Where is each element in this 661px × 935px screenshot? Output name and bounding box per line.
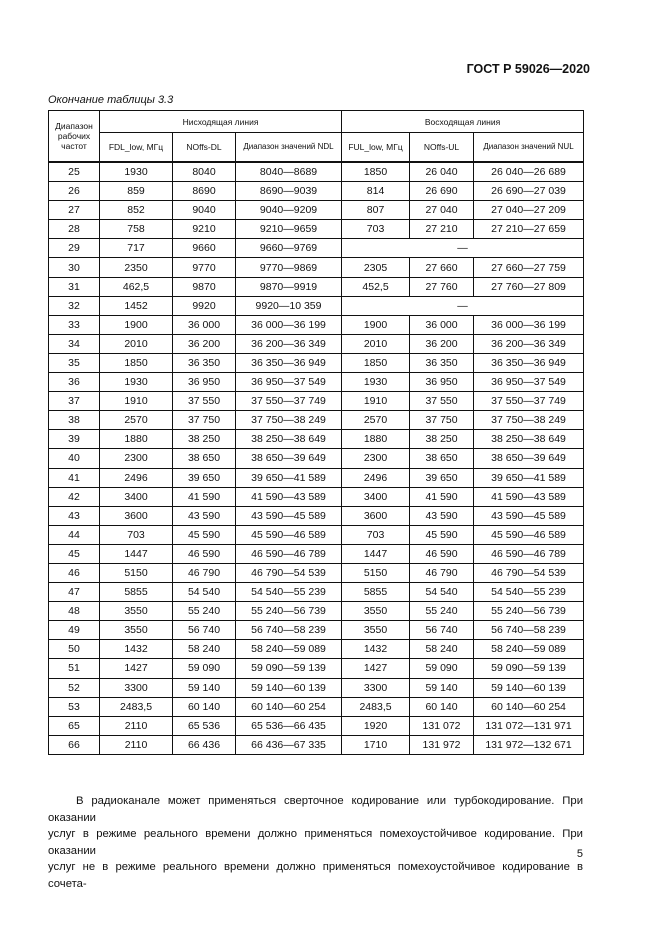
table-cell: 47	[49, 583, 100, 602]
table-cell: 9040	[173, 201, 236, 220]
table-row	[49, 563, 584, 582]
table-cell: 59 140—60 139	[236, 678, 342, 697]
table-row	[49, 334, 584, 353]
table-cell: 33	[49, 315, 100, 334]
table-cell: 26	[49, 182, 100, 201]
header-downlink: Нисходящая линия	[100, 111, 342, 133]
table-row	[49, 315, 584, 334]
table-cell: 38	[49, 411, 100, 430]
table-cell: 59 140	[410, 678, 474, 697]
table-row	[49, 373, 584, 392]
table-cell: 26 690—27 039	[474, 182, 584, 201]
table-cell: 703	[342, 220, 410, 239]
table-cell: 5855	[100, 583, 173, 602]
table-cell: 43 590—45 589	[474, 506, 584, 525]
table-cell: 38 250	[410, 430, 474, 449]
table-cell: 38 650	[173, 449, 236, 468]
table-cell: 54 540—55 239	[236, 583, 342, 602]
table-cell: 27	[49, 201, 100, 220]
table-cell: 58 240—59 089	[474, 640, 584, 659]
table-cell: 45 590	[410, 525, 474, 544]
table-cell: 1920	[342, 716, 410, 735]
table-cell: 3550	[342, 602, 410, 621]
table-cell: 55 240—56 739	[474, 602, 584, 621]
table-cell: 66	[49, 735, 100, 754]
table-cell: 53	[49, 697, 100, 716]
table-cell: 703	[342, 525, 410, 544]
table-cell: 9040—9209	[236, 201, 342, 220]
table-cell: 46 590—46 789	[474, 544, 584, 563]
table-cell: 43 590	[410, 506, 474, 525]
table-cell: 1930	[100, 373, 173, 392]
table-cell: 37 550—37 749	[474, 392, 584, 411]
table-cell: 9210	[173, 220, 236, 239]
body-paragraph	[48, 793, 583, 892]
table-cell: 8690—9039	[236, 182, 342, 201]
paragraph-line: В радиоканале может применяться сверточное кодирование или турбокодирование. При оказании	[48, 795, 583, 824]
table-cell: 3600	[100, 506, 173, 525]
table-cell: 41 590	[173, 487, 236, 506]
table-cell: 5150	[100, 563, 173, 582]
table-row	[49, 506, 584, 525]
header-noffs-dl: NOffs-DL	[173, 133, 236, 163]
table-cell: 65	[49, 716, 100, 735]
table-cell: 55 240—56 739	[236, 602, 342, 621]
table-cell: 2496	[100, 468, 173, 487]
table-cell: 9920	[173, 296, 236, 315]
table-cell: 28	[49, 220, 100, 239]
table-cell: 46	[49, 563, 100, 582]
table-cell: 27 040	[410, 201, 474, 220]
table-cell: 1910	[100, 392, 173, 411]
header-nul-range: Диапазон значений NUL	[474, 133, 584, 163]
table-cell: 46 790—54 539	[474, 563, 584, 582]
table-cell: 1447	[342, 544, 410, 563]
table-cell: 59 090	[173, 659, 236, 678]
table-cell: 46 790	[410, 563, 474, 582]
table-cell: 58 240	[173, 640, 236, 659]
table-cell: 60 140—60 254	[236, 697, 342, 716]
table-row	[49, 353, 584, 372]
table-cell: 59 140—60 139	[474, 678, 584, 697]
table-row	[49, 182, 584, 201]
table-cell: 56 740—58 239	[474, 621, 584, 640]
header-uplink: Восходящая линия	[342, 111, 584, 133]
table-cell: 58 240	[410, 640, 474, 659]
table-cell: 1452	[100, 296, 173, 315]
table-cell: 9770—9869	[236, 258, 342, 277]
table-cell: 1427	[100, 659, 173, 678]
table-cell: 1900	[342, 315, 410, 334]
table-cell: 31	[49, 277, 100, 296]
table-cell: 39	[49, 430, 100, 449]
table-row	[49, 430, 584, 449]
document-header: ГОСТ Р 59026—2020	[466, 62, 590, 76]
table-cell: 51	[49, 659, 100, 678]
header-ndl-range: Диапазон значений NDL	[236, 133, 342, 163]
table-cell: 2305	[342, 258, 410, 277]
table-cell: 1850	[342, 353, 410, 372]
table-cell: 65 536	[173, 716, 236, 735]
table-row	[49, 602, 584, 621]
table-cell: 52	[49, 678, 100, 697]
table-cell: 2483,5	[342, 697, 410, 716]
table-row	[49, 220, 584, 239]
table-cell: 60 140—60 254	[474, 697, 584, 716]
table-cell: 39 650	[173, 468, 236, 487]
table-row	[49, 678, 584, 697]
table-cell: 1930	[100, 162, 173, 182]
table-cell: 5855	[342, 583, 410, 602]
table-body	[49, 162, 584, 754]
table-cell: —	[342, 296, 584, 315]
table-cell: 54 540—55 239	[474, 583, 584, 602]
table-row	[49, 716, 584, 735]
table-cell: 48	[49, 602, 100, 621]
table-cell: 41 590	[410, 487, 474, 506]
table-cell: 26 040—26 689	[474, 162, 584, 182]
table-cell: 56 740	[410, 621, 474, 640]
table-cell: 38 650—39 649	[236, 449, 342, 468]
table-cell: 39 650—41 589	[474, 468, 584, 487]
table-cell: 37	[49, 392, 100, 411]
table-cell: 27 040—27 209	[474, 201, 584, 220]
table-cell: 49	[49, 621, 100, 640]
table-cell: 807	[342, 201, 410, 220]
table-cell: 462,5	[100, 277, 173, 296]
table-cell: 45 590—46 589	[236, 525, 342, 544]
table-row	[49, 201, 584, 220]
table-cell: 3600	[342, 506, 410, 525]
table-cell: 36 200	[173, 334, 236, 353]
table-cell: 36 200—36 349	[474, 334, 584, 353]
table-cell: 43 590—45 589	[236, 506, 342, 525]
table-cell: 9870	[173, 277, 236, 296]
table-cell: 45 590—46 589	[474, 525, 584, 544]
table-cell: 29	[49, 239, 100, 258]
table-cell: 1900	[100, 315, 173, 334]
table-cell: 38 250	[173, 430, 236, 449]
table-cell: 37 750—38 249	[236, 411, 342, 430]
table-cell: 9770	[173, 258, 236, 277]
header-ful-low: FUL_low, МГц	[342, 133, 410, 163]
table-cell: 36 950	[173, 373, 236, 392]
table-cell: 46 590	[410, 544, 474, 563]
table-cell: 9660—9769	[236, 239, 342, 258]
table-cell: 39 650	[410, 468, 474, 487]
table-row	[49, 525, 584, 544]
table-cell: 27 760—27 809	[474, 277, 584, 296]
table-cell: 3400	[100, 487, 173, 506]
table-cell: 46 790	[173, 563, 236, 582]
table-cell: 1880	[342, 430, 410, 449]
table-cell: 36 200	[410, 334, 474, 353]
table-cell: 852	[100, 201, 173, 220]
table-cell: 45 590	[173, 525, 236, 544]
table-cell: 42	[49, 487, 100, 506]
table-cell: 3400	[342, 487, 410, 506]
paragraph-line: услуг в режиме реального времени должно применяться помехоустойчивое кодирование. При оказании	[48, 828, 583, 857]
table-cell: 59 140	[173, 678, 236, 697]
table-cell: 2300	[100, 449, 173, 468]
table-cell: 37 750—38 249	[474, 411, 584, 430]
table-cell: 2570	[100, 411, 173, 430]
table-cell: 27 760	[410, 277, 474, 296]
table-cell: 452,5	[342, 277, 410, 296]
table-cell: 1930	[342, 373, 410, 392]
table-row	[49, 392, 584, 411]
table-cell: 46 590	[173, 544, 236, 563]
table-cell: 8040	[173, 162, 236, 182]
table-cell: 37 750	[173, 411, 236, 430]
table-cell: 1910	[342, 392, 410, 411]
table-cell: 131 972	[410, 735, 474, 754]
table-cell: 1710	[342, 735, 410, 754]
table-cell: 717	[100, 239, 173, 258]
table-cell: 758	[100, 220, 173, 239]
table-cell: 56 740—58 239	[236, 621, 342, 640]
table-row	[49, 239, 584, 258]
table-cell: 32	[49, 296, 100, 315]
table-cell: 40	[49, 449, 100, 468]
table-cell: 46 590—46 789	[236, 544, 342, 563]
header-band: Диапазон рабочих частот	[49, 111, 100, 163]
table-cell: 46 790—54 539	[236, 563, 342, 582]
table-row	[49, 468, 584, 487]
table-cell: 37 750	[410, 411, 474, 430]
table-cell: 9920—10 359	[236, 296, 342, 315]
table-cell: 36 000	[173, 315, 236, 334]
table-header	[49, 111, 584, 163]
table-cell: 1432	[342, 640, 410, 659]
header-noffs-ul: NOffs-UL	[410, 133, 474, 163]
table-cell: 59 090	[410, 659, 474, 678]
table-cell: —	[342, 239, 584, 258]
table-cell: 58 240—59 089	[236, 640, 342, 659]
frequency-bands-table	[48, 110, 584, 755]
table-cell: 131 072	[410, 716, 474, 735]
table-cell: 25	[49, 162, 100, 182]
table-cell: 37 550—37 749	[236, 392, 342, 411]
table-row	[49, 296, 584, 315]
table-cell: 36 350—36 949	[474, 353, 584, 372]
header-fdl-low: FDL_low, МГц	[100, 133, 173, 163]
table-cell: 55 240	[173, 602, 236, 621]
table-row	[49, 735, 584, 754]
table-cell: 1850	[100, 353, 173, 372]
table-cell: 26 040	[410, 162, 474, 182]
table-cell: 859	[100, 182, 173, 201]
table-caption: Окончание таблицы 3.3	[48, 94, 174, 106]
table-row	[49, 640, 584, 659]
table-cell: 65 536—66 435	[236, 716, 342, 735]
table-cell: 9660	[173, 239, 236, 258]
table-cell: 3300	[342, 678, 410, 697]
table-cell: 703	[100, 525, 173, 544]
table-cell: 131 972—132 671	[474, 735, 584, 754]
table-cell: 38 650—39 649	[474, 449, 584, 468]
table-cell: 3550	[100, 602, 173, 621]
table-cell: 50	[49, 640, 100, 659]
table-cell: 2010	[100, 334, 173, 353]
table-cell: 36 000—36 199	[236, 315, 342, 334]
table-row	[49, 487, 584, 506]
table-cell: 36 350	[173, 353, 236, 372]
table-cell: 2010	[342, 334, 410, 353]
table-cell: 59 090—59 139	[236, 659, 342, 678]
table-cell: 54 540	[410, 583, 474, 602]
table-cell: 3300	[100, 678, 173, 697]
table-cell: 30	[49, 258, 100, 277]
table-cell: 44	[49, 525, 100, 544]
table-cell: 43 590	[173, 506, 236, 525]
table-cell: 8690	[173, 182, 236, 201]
table-row	[49, 449, 584, 468]
table-row	[49, 411, 584, 430]
table-cell: 41	[49, 468, 100, 487]
table-cell: 66 436—67 335	[236, 735, 342, 754]
table-cell: 36 350	[410, 353, 474, 372]
table-cell: 36 000—36 199	[474, 315, 584, 334]
table-cell: 41 590—43 589	[474, 487, 584, 506]
table-cell: 60 140	[173, 697, 236, 716]
table-cell: 131 072—131 971	[474, 716, 584, 735]
table-cell: 59 090—59 139	[474, 659, 584, 678]
table-cell: 9210—9659	[236, 220, 342, 239]
table-cell: 26 690	[410, 182, 474, 201]
table-row	[49, 621, 584, 640]
table-cell: 35	[49, 353, 100, 372]
table-cell: 39 650—41 589	[236, 468, 342, 487]
table-cell: 54 540	[173, 583, 236, 602]
table-cell: 37 550	[173, 392, 236, 411]
table-cell: 3550	[342, 621, 410, 640]
table-cell: 8040—8689	[236, 162, 342, 182]
table-cell: 2110	[100, 716, 173, 735]
table-cell: 56 740	[173, 621, 236, 640]
table-cell: 1880	[100, 430, 173, 449]
table-cell: 2110	[100, 735, 173, 754]
table-cell: 2570	[342, 411, 410, 430]
table-cell: 27 210—27 659	[474, 220, 584, 239]
table-cell: 38 250—38 649	[474, 430, 584, 449]
table-cell: 34	[49, 334, 100, 353]
table-cell: 36 950—37 549	[474, 373, 584, 392]
table-cell: 38 650	[410, 449, 474, 468]
table-row	[49, 697, 584, 716]
table-row	[49, 258, 584, 277]
table-cell: 3550	[100, 621, 173, 640]
table-row	[49, 162, 584, 182]
table-cell: 2483,5	[100, 697, 173, 716]
table-cell: 36 000	[410, 315, 474, 334]
table-cell: 36 950—37 549	[236, 373, 342, 392]
table-cell: 66 436	[173, 735, 236, 754]
table-cell: 2496	[342, 468, 410, 487]
table-cell: 45	[49, 544, 100, 563]
table-cell: 36 200—36 349	[236, 334, 342, 353]
table-cell: 37 550	[410, 392, 474, 411]
table-cell: 43	[49, 506, 100, 525]
table-cell: 1427	[342, 659, 410, 678]
table-cell: 38 250—38 649	[236, 430, 342, 449]
table-cell: 36 950	[410, 373, 474, 392]
table-cell: 27 660—27 759	[474, 258, 584, 277]
table-cell: 9870—9919	[236, 277, 342, 296]
table-row	[49, 659, 584, 678]
table-cell: 55 240	[410, 602, 474, 621]
table-cell: 27 660	[410, 258, 474, 277]
table-cell: 27 210	[410, 220, 474, 239]
paragraph-line: услуг не в режиме реального времени должно применяться помехоустойчивое кодирование в сочета-	[48, 861, 583, 890]
page-number: 5	[576, 848, 583, 860]
table-cell: 41 590—43 589	[236, 487, 342, 506]
table-row	[49, 277, 584, 296]
table-cell: 5150	[342, 563, 410, 582]
table-cell: 2350	[100, 258, 173, 277]
table-cell: 1447	[100, 544, 173, 563]
table-cell: 36 350—36 949	[236, 353, 342, 372]
table-row	[49, 544, 584, 563]
table-row	[49, 583, 584, 602]
table-cell: 1432	[100, 640, 173, 659]
table-cell: 1850	[342, 162, 410, 182]
table-cell: 814	[342, 182, 410, 201]
table-cell: 60 140	[410, 697, 474, 716]
table-cell: 36	[49, 373, 100, 392]
table-cell: 2300	[342, 449, 410, 468]
